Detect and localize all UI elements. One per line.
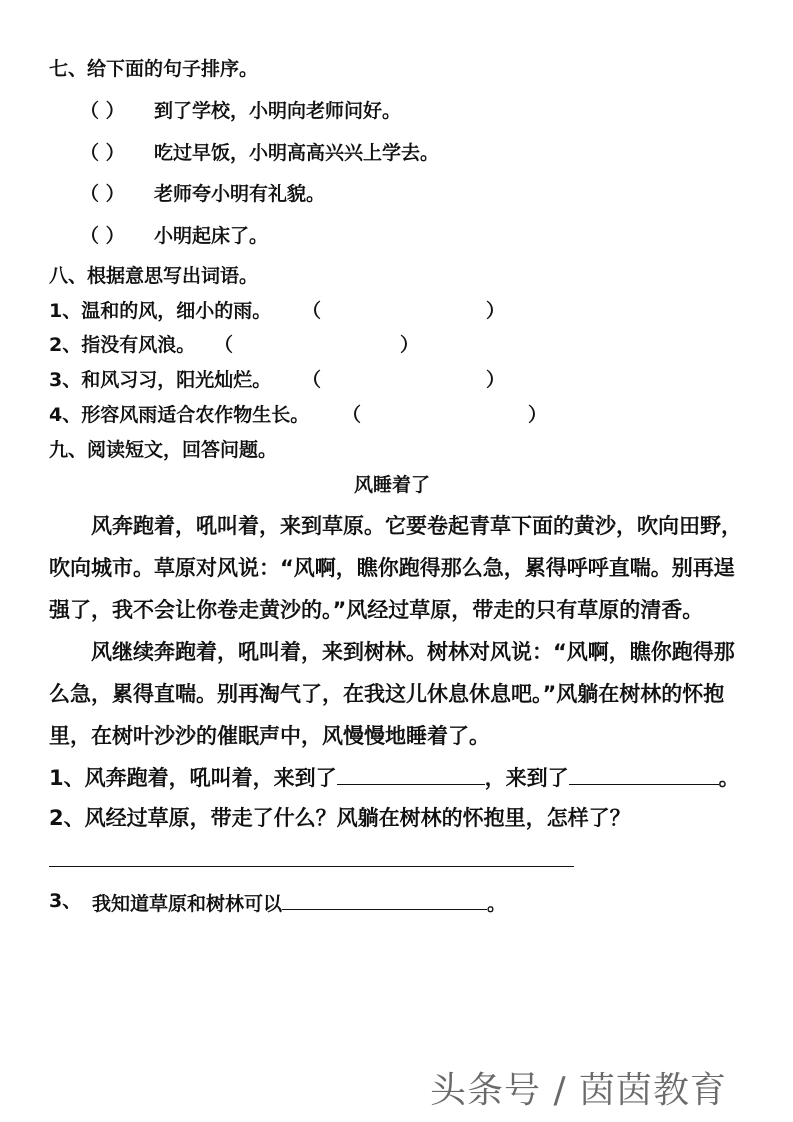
reading-question-1 (49, 764, 740, 791)
section7-title: 七、给下面的句子排序。 (49, 58, 259, 80)
reading-question-3-number: 3、 (49, 890, 82, 912)
paragraph2-line1: 风继续奔跑着，吼叫着，来到树林。树林对风说：“风啊，瞧你跑得那 (91, 640, 735, 664)
reading-question-3-end: 。 (487, 893, 507, 915)
word-answer-close-4: ） (528, 404, 548, 426)
word-answer-open-1: （ (302, 300, 322, 322)
story-title: 风睡着了 (354, 474, 431, 496)
word-question-2: 2、指没有风浪。 (49, 334, 196, 356)
reading-question-3 (92, 889, 506, 916)
order-bracket-4: （ ） (80, 225, 125, 247)
answer-blank-1b[interactable] (569, 764, 719, 785)
reading-question-3-text: 我知道草原和树林可以 (92, 893, 283, 915)
paragraph1-line1: 风奔跑着，吼叫着，来到草原。它要卷起青草下面的黄沙，吹向田野， (91, 514, 742, 538)
paragraph2-line3: 里，在树叶沙沙的催眠声中，风慢慢地睡着了。 (49, 724, 490, 748)
paragraph2-line2: 么急，累得直喘。别再淘气了，在我这儿休息休息吧。”风躺在树林的怀抱 (49, 682, 725, 706)
word-answer-open-2: （ (214, 334, 234, 356)
answer-blank-1a[interactable] (337, 764, 485, 785)
word-answer-open-4: （ (342, 404, 362, 426)
reading-question-1-end: 。 (718, 766, 740, 790)
order-sentence-1: 到了学校，小明向老师问好。 (154, 100, 402, 122)
section9-title: 九、阅读短文，回答问题。 (49, 439, 278, 461)
reading-question-1-part2: ，来到了 (484, 766, 569, 790)
paragraph1-line3: 强了，我不会让你卷走黄沙的。”风经过草原，带走的只有草原的清香。 (49, 598, 704, 622)
word-answer-open-3: （ (302, 369, 322, 391)
paragraph1-line2: 吹向城市。草原对风说：“风啊，瞧你跑得那么急，累得呼呼直喘。别再逞 (49, 556, 735, 580)
section8-title: 八、根据意思写出词语。 (49, 265, 259, 287)
watermark: 头条号 / 茵茵教育 (430, 1070, 728, 1111)
word-answer-close-3: ） (486, 369, 506, 391)
word-question-4: 4、形容风雨适合农作物生长。 (49, 404, 310, 426)
reading-question-2: 2、风经过草原，带走了什么？风躺在树林的怀抱里，怎样了？ (49, 806, 631, 830)
order-sentence-4: 小明起床了。 (154, 225, 269, 247)
answer-line-2[interactable] (49, 866, 574, 867)
order-bracket-1: （ ） (80, 100, 125, 122)
word-question-3: 3、和风习习，阳光灿烂。 (49, 369, 272, 391)
order-sentence-2: 吃过早饭，小明高高兴兴上学去。 (154, 142, 440, 164)
order-bracket-3: （ ） (80, 183, 125, 205)
word-answer-close-2: ） (400, 334, 420, 356)
word-question-1: 1、温和的风，细小的雨。 (49, 300, 272, 322)
order-bracket-2: （ ） (80, 142, 125, 164)
word-answer-close-1: ） (486, 300, 506, 322)
order-sentence-3: 老师夸小明有礼貌。 (154, 183, 326, 205)
reading-question-1-part1: 1、风奔跑着，吼叫着，来到了 (49, 766, 337, 790)
answer-blank-3[interactable] (282, 889, 487, 910)
